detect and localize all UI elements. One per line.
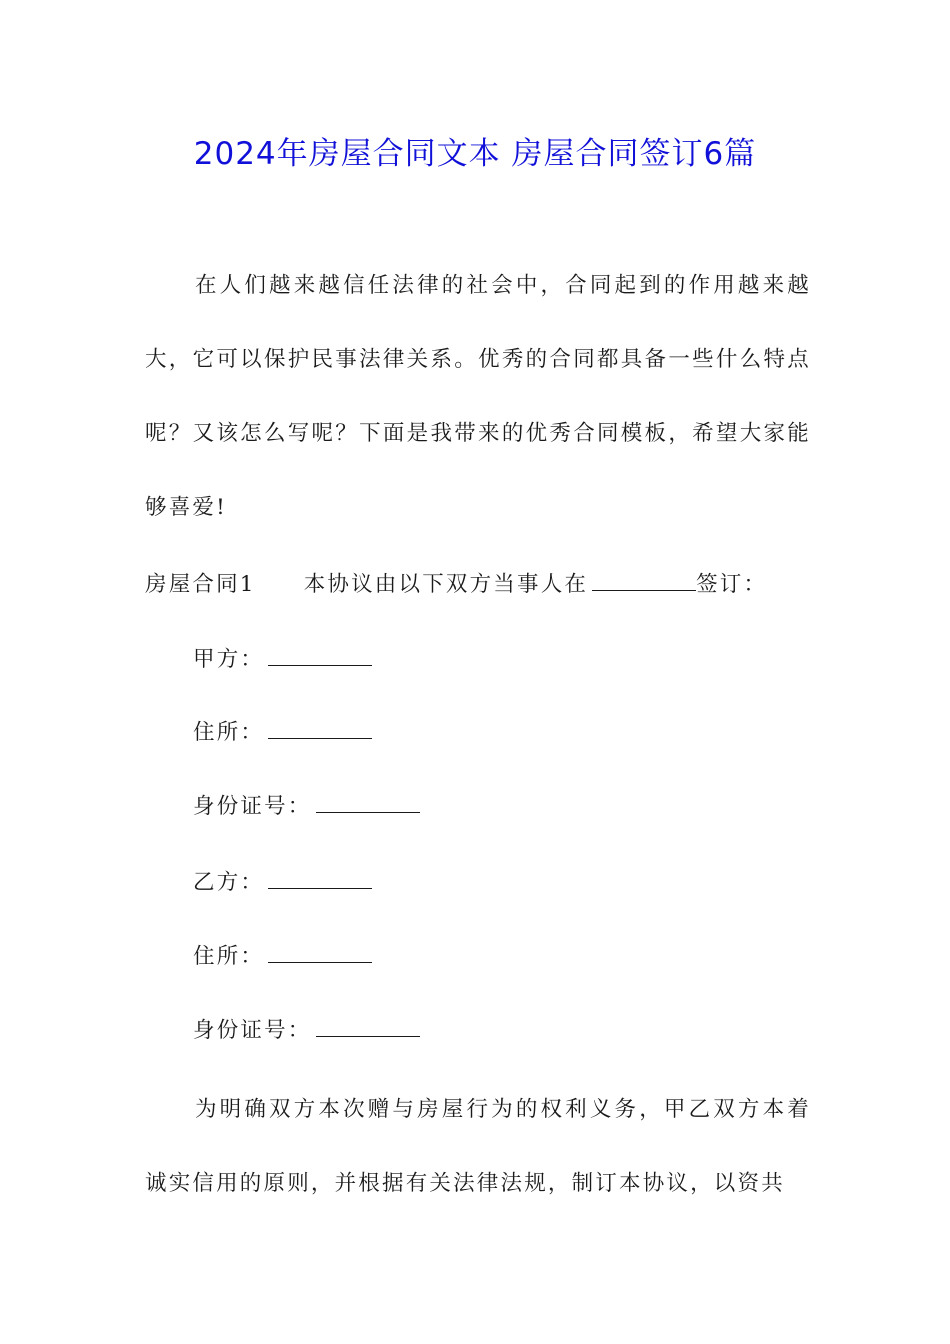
section-label: 房屋合同1	[145, 572, 256, 597]
party-b-line	[193, 868, 372, 898]
party-b-blank	[268, 868, 372, 889]
section-text-end: 签订：	[696, 572, 768, 597]
party-a-line	[193, 645, 372, 675]
section-heading-line	[145, 570, 767, 600]
party-b-address-line	[193, 942, 372, 972]
party-b-id-label: 身份证号：	[193, 1018, 312, 1043]
party-b-address-label: 住所：	[193, 944, 265, 969]
party-b-label: 乙方：	[193, 870, 265, 895]
party-a-id-blank	[316, 792, 420, 813]
party-a-blank	[268, 645, 372, 666]
signing-place-blank	[592, 570, 696, 591]
party-b-id-line	[193, 1016, 420, 1046]
document-title: 2024年房屋合同文本 房屋合同签订6篇	[193, 136, 757, 172]
party-a-id-label: 身份证号：	[193, 794, 312, 819]
party-b-address-blank	[268, 942, 372, 963]
party-a-label: 甲方：	[193, 647, 265, 672]
party-a-address-label: 住所：	[193, 720, 265, 745]
intro-paragraph: 在人们越来越信任法律的社会中，合同起到的作用越来越大，它可以保护民事法律关系。优秀的合同都具备一些什么特点呢？又该怎么写呢？下面是我带来的优秀合同模板，希望大家能够喜爱!	[145, 273, 811, 520]
party-a-address-line	[193, 718, 372, 748]
section-text: 本协议由以下双方当事人在	[303, 572, 589, 597]
purpose-paragraph: 为明确双方本次赠与房屋行为的权利义务，甲乙双方本着诚实信用的原则，并根据有关法律法规，制订本协议，以资共	[145, 1097, 811, 1196]
party-a-address-blank	[268, 718, 372, 739]
party-a-id-line	[193, 792, 420, 822]
party-b-id-blank	[316, 1016, 420, 1037]
